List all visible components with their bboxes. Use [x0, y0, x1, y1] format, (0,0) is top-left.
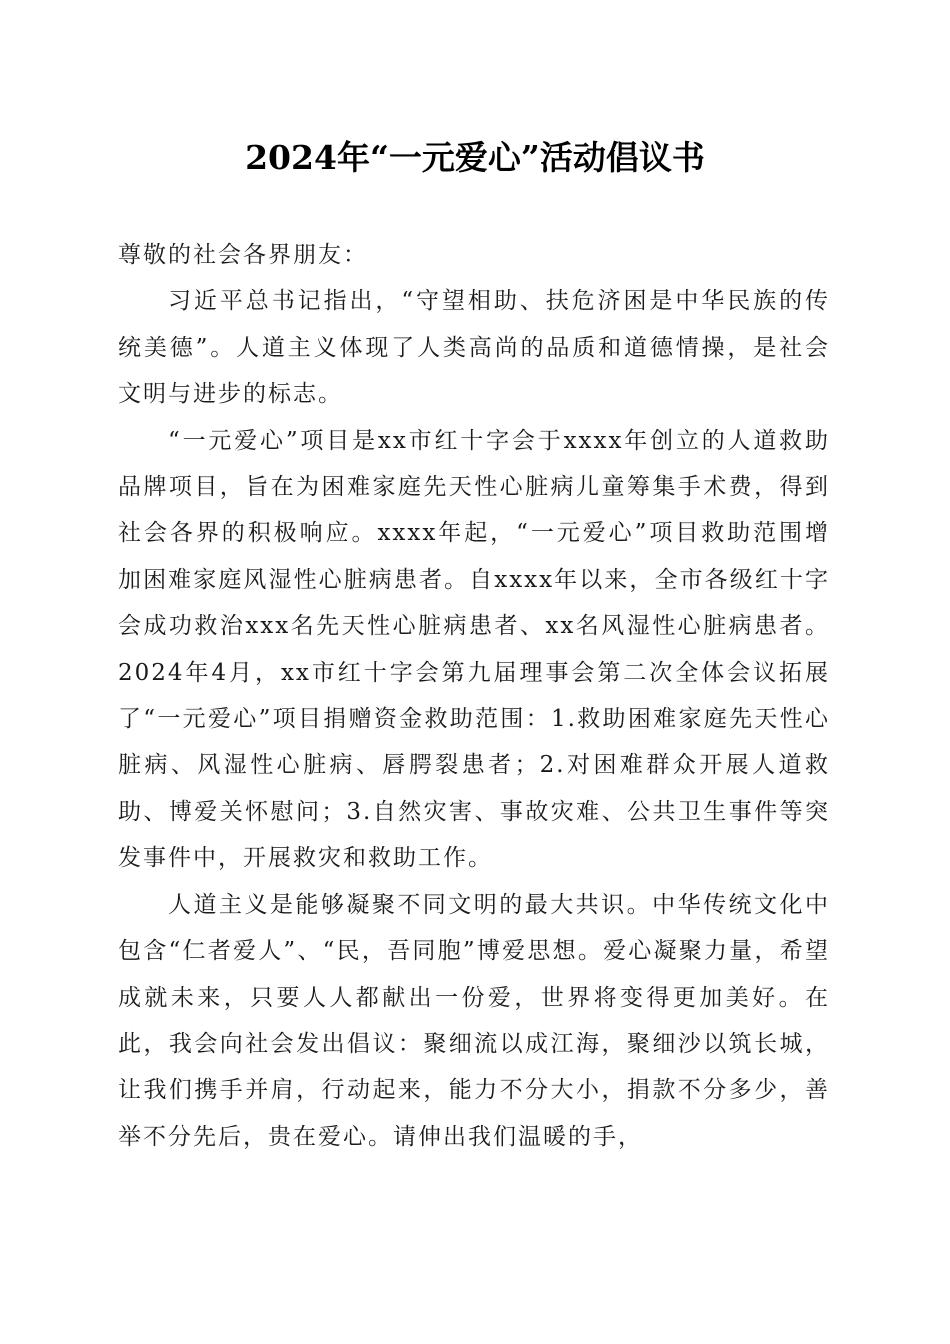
- paragraph-appeal: 人道主义是能够凝聚不同文明的最大共识。中华传统文化中包含“仁者爱人”、“民，吾同胞”博爱思想。爱心凝聚力量，希望成就未来，只要人人都献出一份爱，世界将变得更加美好。在此，我会向社会发出倡议：聚细流以成江海，聚细沙以筑长城，让我们携手并肩，行动起来，能力不分大小，捐款不分多少，善举不分先后，贵在爱心。请伸出我们温暖的手，: [118, 891, 830, 1150]
- paragraph-quote: 习近平总书记指出，“守望相助、扶危济困是中华民族的传统美德”。人道主义体现了人类高尚的品质和道德情操，是社会文明与进步的标志。: [118, 288, 830, 408]
- paragraph-project: “一元爱心”项目是xx市红十字会于xxxx年创立的人道救助品牌项目，旨在为困难家庭先天性心脏病儿童筹集手术费，得到社会各界的积极响应。xxxx年起，“一元爱心”项目救助范围增加困难家庭风湿性心脏病患者。自xxxx年以来，全市各级红十字会成功救治xxx名先天性心脏病患者、xx名风湿性心脏病患者。2024年4月，xx市红十字会第九届理事会第二次全体会议拓展了“一元爱心”项目捐赠资金救助范围：1.救助困难家庭先天性心脏病、风湿性心脏病、唇腭裂患者；2.对困难群众开展人道救助、博爱关怀慰问；3.自然灾害、事故灾难、公共卫生事件等突发事件中，开展救灾和救助工作。: [118, 427, 830, 872]
- salutation: 尊敬的社会各界朋友：: [118, 242, 368, 268]
- document-body: [118, 232, 830, 1160]
- document-title: 2024年“一元爱心”活动倡议书: [245, 138, 705, 177]
